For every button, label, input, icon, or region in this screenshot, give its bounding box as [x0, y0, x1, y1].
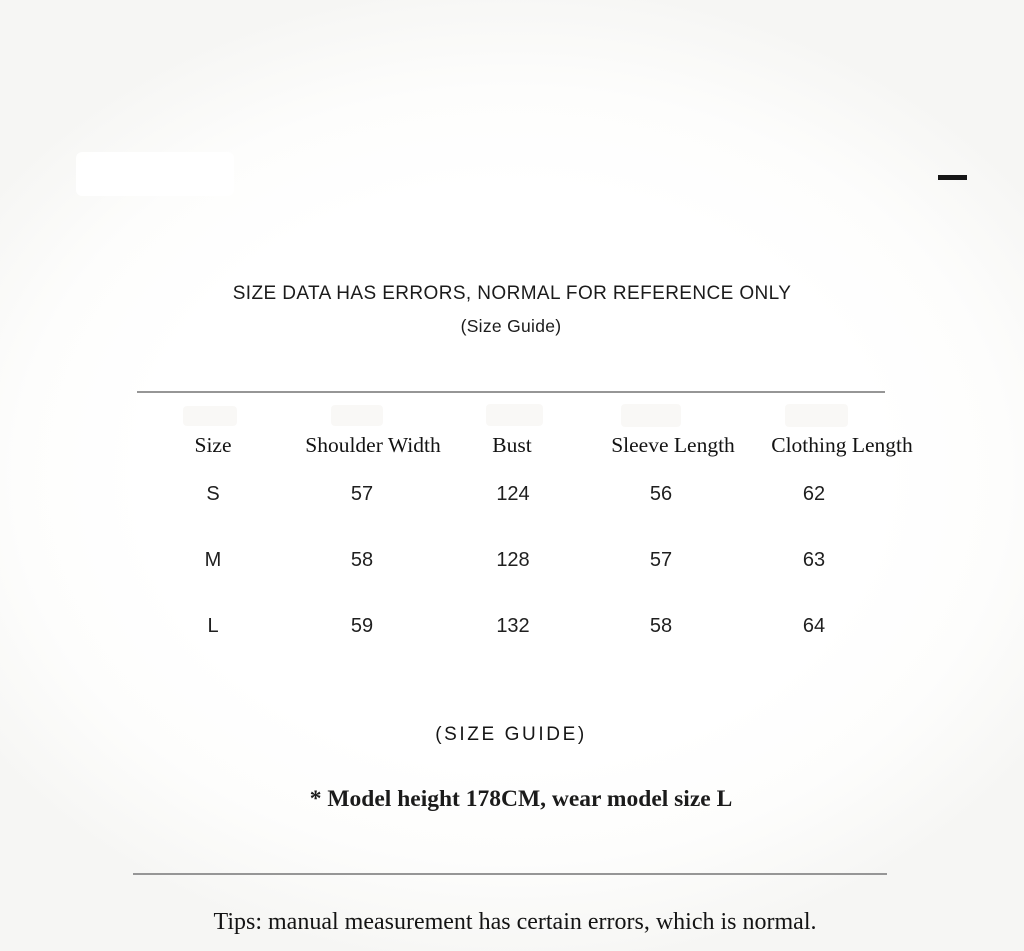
table-cell: 56 — [649, 483, 673, 505]
table-cell: 132 — [496, 615, 530, 637]
table-cell-size-m: M — [204, 549, 222, 571]
ghost-box-top-left — [76, 152, 234, 196]
page-title: SIZE DATA HAS ERRORS, NORMAL FOR REFERENCE ONLY — [232, 283, 792, 304]
column-header-clothing-length: Clothing Length — [771, 433, 913, 457]
table-cell: 59 — [350, 615, 374, 637]
table-cell: 58 — [649, 615, 673, 637]
column-header-size: Size — [194, 433, 232, 457]
column-header-sleeve-length: Sleeve Length — [611, 433, 735, 457]
table-cell: 124 — [496, 483, 530, 505]
ghost-box — [183, 406, 237, 426]
table-cell: 62 — [802, 483, 826, 505]
column-header-shoulder-width: Shoulder Width — [305, 433, 441, 457]
tips-note: Tips: manual measurement has certain errors, which is normal. — [213, 909, 817, 935]
table-cell: 57 — [649, 549, 673, 571]
ghost-box — [331, 405, 383, 426]
ghost-box — [621, 404, 681, 427]
page-subtitle: (Size Guide) — [460, 316, 562, 336]
model-height-note: * Model height 178CM, wear model size L — [309, 786, 733, 812]
ghost-box — [785, 404, 848, 427]
dash-mark-icon — [938, 175, 967, 180]
divider-bottom — [133, 873, 887, 875]
ghost-box — [486, 404, 543, 426]
size-guide-caption: (SIZE GUIDE) — [435, 724, 587, 745]
table-cell: 57 — [350, 483, 374, 505]
table-cell-size-s: S — [206, 483, 220, 505]
table-cell: 63 — [802, 549, 826, 571]
table-cell-size-l: L — [207, 615, 219, 637]
divider-top — [137, 391, 885, 393]
table-cell: 128 — [496, 549, 530, 571]
column-header-bust: Bust — [492, 433, 532, 457]
table-cell: 64 — [802, 615, 826, 637]
table-cell: 58 — [350, 549, 374, 571]
